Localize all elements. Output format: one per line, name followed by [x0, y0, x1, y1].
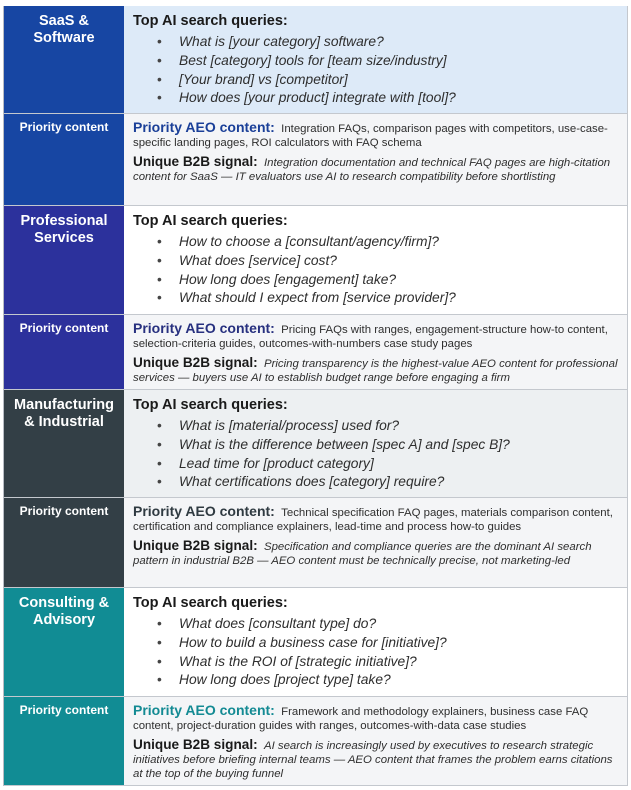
saas-queries-cell [124, 6, 628, 113]
priority-label: Priority content [4, 498, 124, 587]
query-item: • What should I expect from [service provider]? [179, 289, 618, 308]
aeo-heading: Priority AEO content: [133, 702, 275, 718]
query-item: • How to build a business case for [initiative]? [179, 634, 618, 653]
signal-paragraph [133, 155, 618, 184]
signal-paragraph [133, 738, 618, 781]
query-list [133, 417, 618, 492]
signal-paragraph [133, 539, 618, 568]
section-label-line1: Consulting & [18, 595, 110, 611]
aeo-text: Technical specification FAQ pages, materials comparison content, certification and compliance explainers, lead-time and process how-to guides [133, 507, 613, 533]
section-label-line2: Services [34, 230, 94, 246]
manufacturing-priority-row [4, 498, 628, 588]
query-item: • What is [your category] software? [179, 33, 618, 52]
priority-label: Priority content [4, 697, 124, 785]
query-list [133, 233, 618, 308]
section-label-consulting [4, 588, 124, 696]
query-item: • How does [your product] integrate with [tool]? [179, 89, 618, 108]
consulting-queries-row [4, 588, 628, 697]
query-list [133, 33, 618, 108]
signal-heading: Unique B2B signal: [133, 154, 258, 169]
aeo-text: Integration FAQs, comparison pages with competitors, use-case-specific landing pages, ROI calculators with FAQ schema [133, 123, 608, 149]
query-item: • What does [service] cost? [179, 252, 618, 271]
section-label-line2: Advisory [32, 612, 96, 628]
consulting-queries-cell [124, 588, 628, 696]
query-item: • What certifications does [category] require? [179, 473, 618, 492]
section-label-line1: Professional [20, 213, 108, 229]
query-item: • What does [consultant type] do? [179, 615, 618, 634]
saas-priority-cell [124, 114, 628, 205]
signal-heading: Unique B2B signal: [133, 737, 258, 752]
query-item: • What is the ROI of [strategic initiative]? [179, 653, 618, 672]
professional-priority-row [4, 315, 628, 390]
saas-queries-row [4, 6, 628, 114]
saas-priority-row [4, 114, 628, 206]
aeo-paragraph [133, 703, 618, 733]
priority-label: Priority content [4, 315, 124, 389]
aeo-paragraph [133, 321, 618, 351]
signal-text: Integration documentation and technical FAQ pages are high-citation content for SaaS — IT evaluators use AI to research compatibility before shortlisting [133, 157, 611, 183]
section-label-saas [4, 6, 124, 113]
section-label-professional [4, 206, 124, 314]
queries-heading: Top AI search queries: [133, 13, 288, 29]
signal-text: Pricing transparency is the highest-value AEO content for professional services — buyers use AI to establish budget range before engaging a firm [133, 358, 618, 384]
signal-paragraph [133, 356, 618, 385]
signal-heading: Unique B2B signal: [133, 355, 258, 370]
queries-heading: Top AI search queries: [133, 397, 288, 413]
manufacturing-queries-cell [124, 390, 628, 497]
manufacturing-priority-cell [124, 498, 628, 587]
signal-text: Specification and compliance queries are the dominant AI search pattern in industrial B2B — AEO content must be technically precise, not marketing-led [133, 541, 592, 567]
consulting-priority-row [4, 697, 628, 786]
section-label-line2: Software [33, 30, 95, 46]
priority-label: Priority content [4, 114, 124, 205]
aeo-paragraph [133, 504, 618, 534]
aeo-heading: Priority AEO content: [133, 503, 275, 519]
queries-heading: Top AI search queries: [133, 213, 288, 229]
query-item: • How to choose a [consultant/agency/firm]? [179, 233, 618, 252]
query-item: • Lead time for [product category] [179, 455, 618, 474]
section-label-line1: SaaS & [39, 13, 89, 29]
consulting-priority-cell [124, 697, 628, 785]
aeo-heading: Priority AEO content: [133, 320, 275, 336]
section-label-manufacturing [4, 390, 124, 497]
query-item: • How long does [engagement] take? [179, 271, 618, 290]
query-item: • What is the difference between [spec A] and [spec B]? [179, 436, 618, 455]
professional-queries-cell [124, 206, 628, 314]
queries-heading: Top AI search queries: [133, 595, 288, 611]
query-item: • How long does [project type] take? [179, 671, 618, 690]
aeo-text: Pricing FAQs with ranges, engagement-structure how-to content, selection-criteria guides, outcomes-with-numbers case study pages [133, 324, 608, 350]
industry-aeo-table [3, 6, 628, 786]
professional-priority-cell [124, 315, 628, 389]
section-label-line2: & Industrial [24, 414, 104, 430]
manufacturing-queries-row [4, 390, 628, 498]
aeo-text: Framework and methodology explainers, business case FAQ content, project-duration guides with ranges, outcomes-with-data case studies [133, 706, 589, 732]
query-item: • Best [category] tools for [team size/industry] [179, 52, 618, 71]
query-item: • [Your brand] vs [competitor] [179, 71, 618, 90]
query-item: • What is [material/process] used for? [179, 417, 618, 436]
signal-text: AI search is increasingly used by executives to research strategic initiatives before briefing internal teams — AEO content that frames the problem earns citations at the top of the buying funnel [133, 740, 613, 780]
query-list [133, 615, 618, 690]
section-label-line1: Manufacturing [14, 397, 114, 413]
aeo-heading: Priority AEO content: [133, 119, 275, 135]
aeo-paragraph [133, 120, 618, 150]
professional-queries-row [4, 206, 628, 315]
signal-heading: Unique B2B signal: [133, 538, 258, 553]
